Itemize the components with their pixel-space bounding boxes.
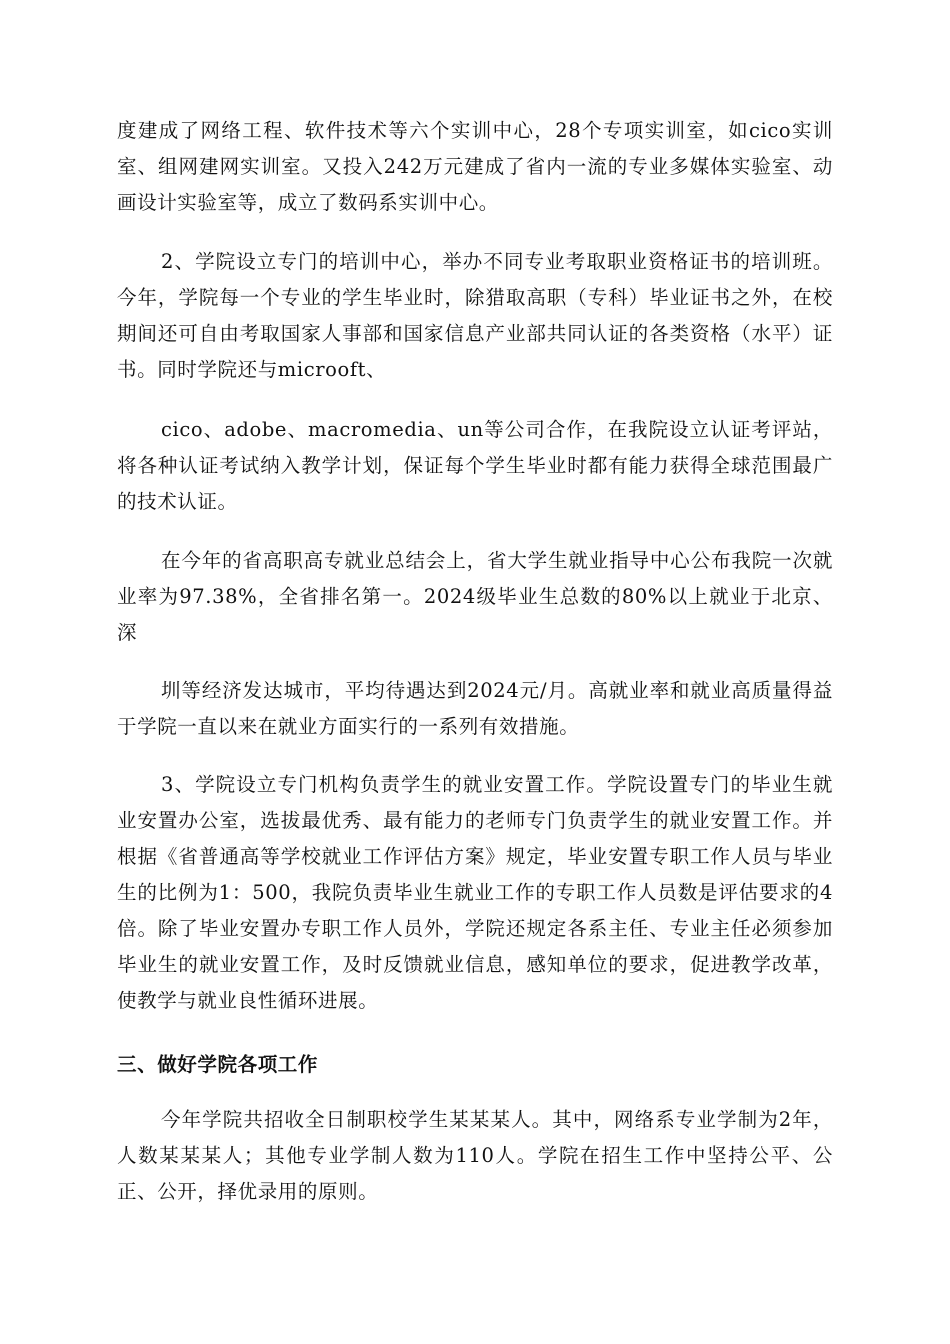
paragraph-certificate-training: 2、学院设立专门的培训中心，举办不同专业考取职业资格证书的培训班。今年，学院每一个专业的学生毕业时，除猎取高职（专科）毕业证书之外，在校期间还可自由考取国家人事部和国家信息产业部共同认证的各类资格（水平）证书。同时学院还与microoft、 (117, 250, 833, 381)
paragraph-certification-partners: cico、adobe、macromedia、un等公司合作，在我院设立认证考评站，将各种认证考试纳入教学计划，保证每个学生毕业时都有能力获得全球范围最广的技术认证。 (117, 418, 833, 513)
paragraph-employment-quality: 圳等经济发达城市，平均待遇达到2024元/月。高就业率和就业高质量得益于学院一直以来在就业方面实行的一系列有效措施。 (117, 679, 833, 738)
paragraph-employment-office: 3、学院设立专门机构负责学生的就业安置工作。学院设置专门的毕业生就业安置办公室，选拔最优秀、最有能力的老师专门负责学生的就业安置工作。并根据《省普通高等学校就业工作评估方案》规定，毕业安置专职工作人员与毕业生的比例为1：500，我院负责毕业生就业工作的专职工作人员数是评估要求的4倍。除了毕业安置办专职工作人员外，学院还规定各系主任、专业主任必须参加毕业生的就业安置工作，及时反馈就业信息，感知单位的要求，促进教学改革，使教学与就业良性循环进展。 (117, 773, 833, 1012)
paragraph-enrollment: 今年学院共招收全日制职校学生某某某人。其中，网络系专业学制为2年，人数某某某人；其他专业学制人数为110人。学院在招生工作中坚持公平、公正、公开，择优录用的原则。 (117, 1108, 833, 1203)
paragraph-employment-rate: 在今年的省高职高专就业总结会上，省大学生就业指导中心公布我院一次就业率为97.38%，全省排名第一。2024级毕业生总数的80%以上就业于北京、深 (117, 549, 833, 644)
section-heading: 三、做好学院各项工作 (117, 1053, 319, 1076)
paragraph-training-centers: 度建成了网络工程、软件技术等六个实训中心，28个专项实训室，如cico实训室、组网建网实训室。又投入242万元建成了省内一流的专业多媒体实验室、动画设计实验室等，成立了数码系实训中心。 (117, 119, 833, 214)
